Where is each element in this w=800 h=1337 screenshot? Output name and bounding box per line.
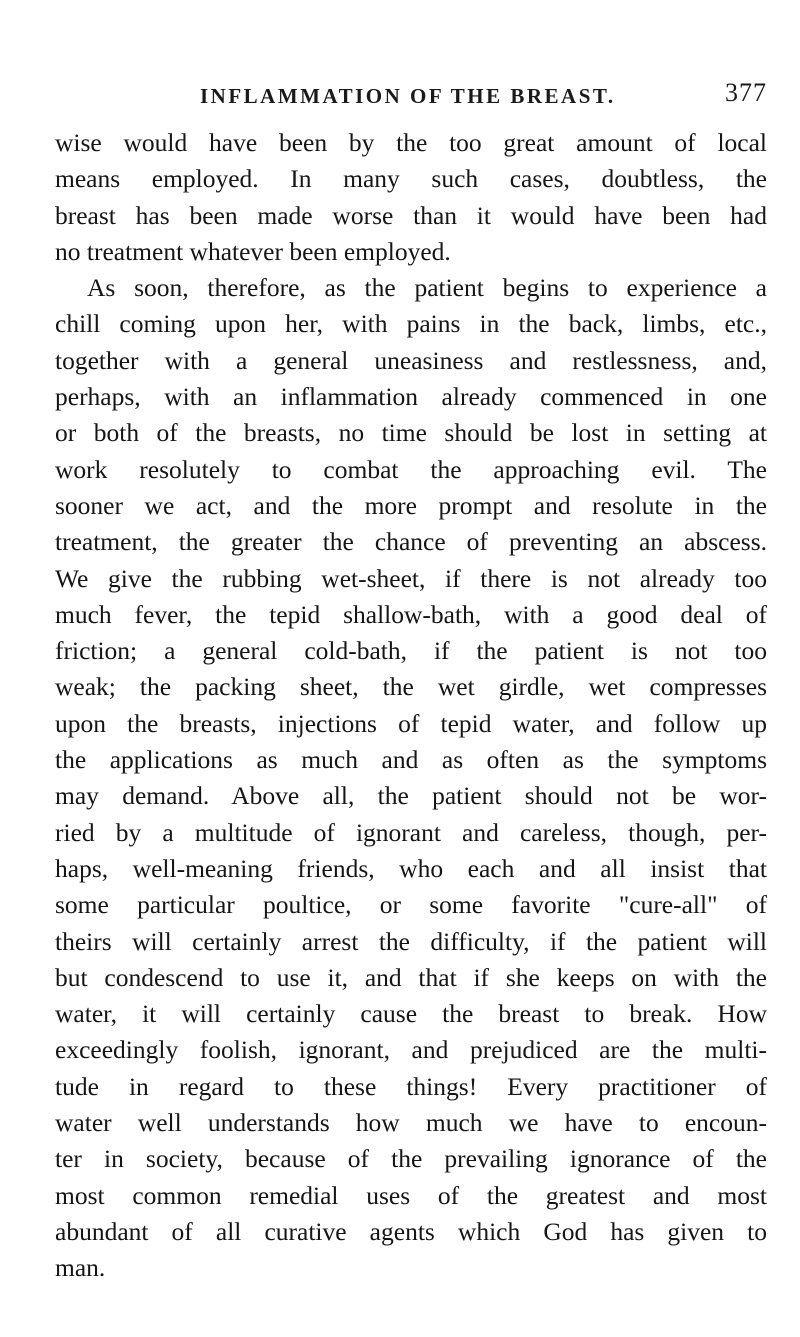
text-line: As soon, therefore, as the patient begins to experience a [87,273,767,303]
text-line: ried by a multitude of ignorant and careless, though, per- [55,817,767,847]
page-number: 377 [725,78,767,107]
text-line: means employed. In many such cases, doubtless, the [55,164,767,194]
text-line: or both of the breasts, no time should be lost in setting at [55,418,767,448]
text-line: chill coming upon her, with pains in the back, limbs, etc., [55,309,767,339]
text-line: work resolutely to combat the approaching evil. The [55,454,767,484]
text-line: man. [55,1253,106,1283]
text-line: weak; the packing sheet, the wet girdle, wet compresses [55,672,767,702]
text-line: may demand. Above all, the patient should not be wor- [55,781,767,811]
running-title: INFLAMMATION OF THE BREAST. [200,84,616,108]
text-line: ter in society, because of the prevailing ignorance of the [55,1144,767,1174]
text-line: theirs will certainly arrest the difficulty, if the patient will [55,926,767,956]
text-line: tude in regard to these things! Every practitioner of [55,1071,767,1101]
text-line: abundant of all curative agents which God has given to [55,1216,767,1246]
text-line: together with a general uneasiness and restlessness, and, [55,345,767,375]
text-line: We give the rubbing wet-sheet, if there is not already too [55,563,767,593]
text-line: water well understands how much we have to encoun- [55,1108,767,1138]
body-text [55,125,767,1287]
text-line: the applications as much and as often as the symptoms [55,745,767,775]
text-line: breast has been made worse than it would have been had [55,200,767,230]
text-line: water, it will certainly cause the breast to break. How [55,999,767,1029]
text-line: but condescend to use it, and that if she keeps on with the [55,962,767,992]
text-line: exceedingly foolish, ignorant, and prejudiced are the multi- [55,1035,767,1065]
text-line: friction; a general cold-bath, if the patient is not too [55,636,767,666]
text-line: most common remedial uses of the greatest and most [55,1180,767,1210]
text-line: some particular poultice, or some favorite "cure-all" of [55,890,767,920]
text-line: no treatment whatever been employed. [55,236,451,266]
text-line: upon the breasts, injections of tepid water, and follow up [55,708,767,738]
text-line: wise would have been by the too great amount of local [55,128,767,157]
text-line: haps, well-meaning friends, who each and all insist that [55,853,767,883]
text-line: perhaps, with an inflammation already commenced in one [55,382,767,412]
text-line: treatment, the greater the chance of preventing an abscess. [55,527,767,557]
text-line: much fever, the tepid shallow-bath, with a good deal of [55,599,767,629]
text-line: sooner we act, and the more prompt and resolute in the [55,490,767,520]
